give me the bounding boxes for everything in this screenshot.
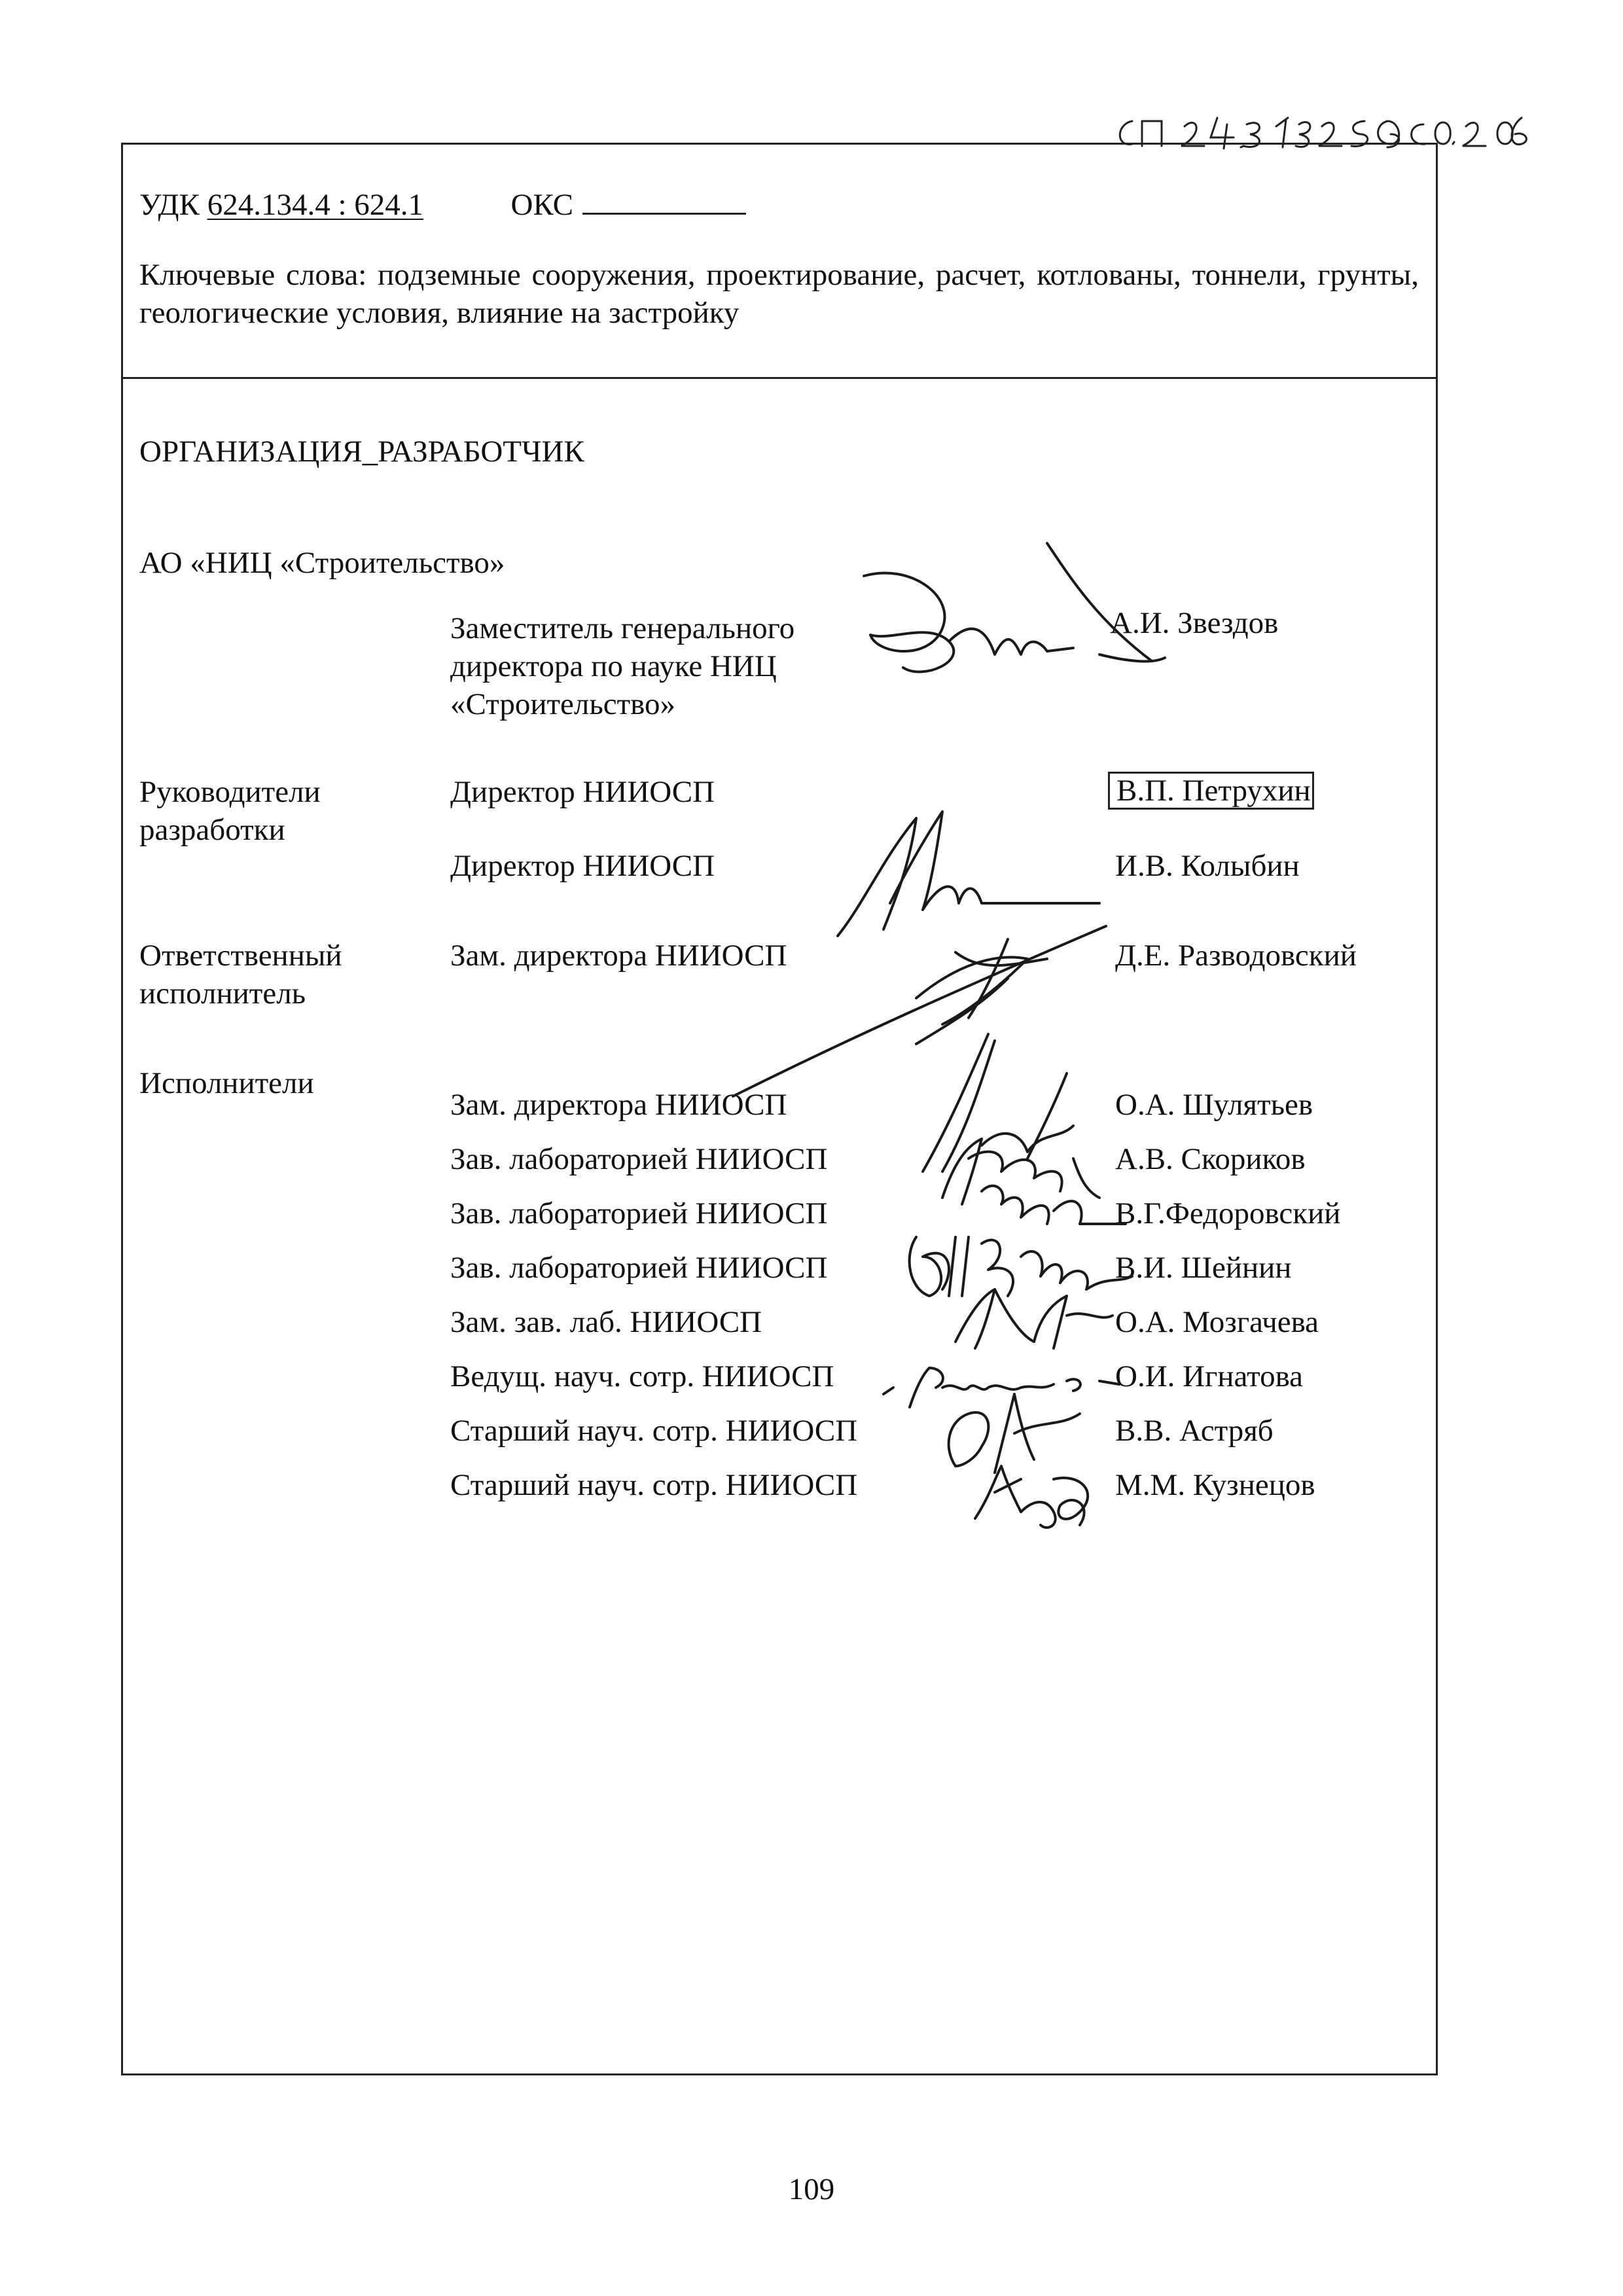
signatory-position: Зав. лабораторией НИИОСП [450, 1251, 828, 1285]
signatory-name [1108, 772, 1314, 810]
udk-line [139, 185, 746, 224]
role-line: Исполнители [139, 1066, 314, 1100]
signatory-name: И.В. Колыбин [1115, 849, 1300, 883]
deputy-position-line: директора по науке НИЦ [450, 649, 777, 683]
signatory-position: Ведущ. науч. сотр. НИИОСП [450, 1359, 834, 1393]
signatory-name-boxed: В.П. Петрухин [1108, 772, 1314, 810]
signatory-name: О.И. Игнатова [1115, 1359, 1304, 1393]
keywords: Ключевые слова: подземные сооружения, проектирование, расчет, котлованы, тоннели, грунты, геологические условия, влияние на застройку [139, 258, 1419, 330]
page-number: 109 [788, 2172, 835, 2206]
role-line: Ответственный [139, 939, 342, 973]
role-line: Руководители [139, 775, 321, 809]
deputy-position-line: «Строительство» [450, 687, 676, 721]
signature-kuznetsov [949, 1453, 1119, 1538]
udk-value: 624.134.4 : 624.1 [207, 188, 423, 222]
oks-blank [582, 185, 746, 215]
deputy-position-line: Заместитель генерального [450, 611, 795, 645]
signatory-position: Старший науч. сотр. НИИОСП [450, 1414, 858, 1448]
section-divider [123, 377, 1436, 379]
signatory-position: Старший науч. сотр. НИИОСП [450, 1468, 858, 1502]
signatory-name: В.Г.Федоровский [1115, 1196, 1341, 1230]
signatory-position: Директор НИИОСП [450, 849, 715, 883]
signatory-name: В.И. Шейнин [1115, 1251, 1292, 1285]
signature-mozgacheva [942, 1276, 1139, 1355]
signatory-name: А.В. Скориков [1115, 1142, 1306, 1176]
signature-zvezdov [851, 537, 1178, 700]
deputy-name: А.И. Звездов [1110, 606, 1279, 640]
udk-label: УДК [139, 188, 200, 222]
signatory-name: В.В. Астряб [1115, 1414, 1274, 1448]
role-label [139, 773, 321, 849]
org-heading: ОРГАНИЗАЦИЯ_РАЗРАБОТЧИК [139, 435, 584, 469]
role-label [139, 1064, 314, 1102]
signatory-position: Зам. директора НИИОСП [450, 939, 787, 973]
signatory-name: О.А. Мозгачева [1115, 1305, 1319, 1339]
role-line: исполнитель [139, 977, 306, 1011]
organization: АО «НИЦ «Строительство» [139, 546, 505, 580]
signatory-position: Директор НИИОСП [450, 775, 715, 809]
signatory-name: Д.Е. Разводовский [1115, 939, 1357, 973]
oks-label: ОКС [510, 188, 573, 222]
role-label [139, 937, 342, 1013]
signatory-position: Зав. лабораторией НИИОСП [450, 1142, 828, 1176]
signatory-position: Зам. зав. лаб. НИИОСП [450, 1305, 762, 1339]
signatory-name: М.М. Кузнецов [1115, 1468, 1315, 1502]
signatory-name: О.А. Шулятьев [1115, 1088, 1313, 1122]
deputy-position [450, 609, 794, 723]
signatory-position: Зам. директора НИИОСП [450, 1088, 787, 1122]
signatory-position: Зав. лабораторией НИИОСП [450, 1196, 828, 1230]
role-line: разработки [139, 813, 285, 847]
